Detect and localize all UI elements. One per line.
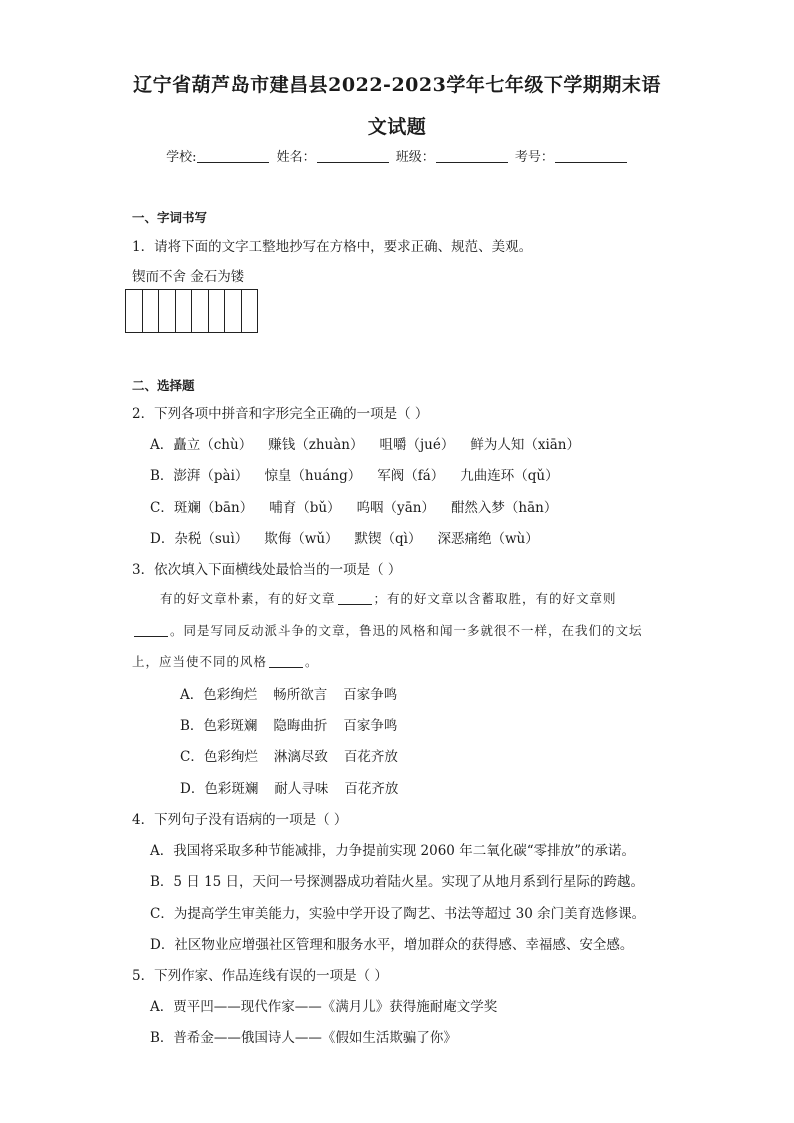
option-text: 畅所欲言 xyxy=(273,687,328,703)
option-text: 淋漓尽致 xyxy=(273,749,328,765)
class-label: 班级： xyxy=(395,150,435,165)
option-text: 呜咽（yān） xyxy=(356,500,435,516)
number-blank[interactable] xyxy=(555,149,627,163)
option-text: D．色彩斑斓 xyxy=(180,781,259,797)
grid-cell[interactable] xyxy=(225,290,242,332)
grid-cell[interactable] xyxy=(159,290,176,332)
q3-option-c[interactable] xyxy=(180,745,398,765)
option-text: A．色彩绚烂 xyxy=(180,687,258,703)
q4-option-c[interactable]: C．为提高学生审美能力，实验中学开设了陶艺、书法等超过 30 余门美育选修课。 xyxy=(150,906,646,922)
q3-passage-line1 xyxy=(160,589,617,607)
option-text: 酣然入梦（hān） xyxy=(450,500,558,516)
school-label: 学校: xyxy=(166,150,197,165)
section2-heading: 二、选择题 xyxy=(132,378,195,393)
q4-option-b[interactable]: B．5 日 15 日，天问一号探测器成功着陆火星。实现了从地月系到行星际的跨越。 xyxy=(150,874,645,890)
option-text: 耐人寻味 xyxy=(274,781,329,797)
option-text: 鲜为人知（xiān） xyxy=(470,437,581,453)
exam-title-line1: 辽宁省葫芦岛市建昌县2022-2023学年七年级下学期期末语 xyxy=(133,74,661,96)
passage-text: 有的好文章朴素，有的好文章 xyxy=(160,591,336,606)
option-text: 哺育（bǔ） xyxy=(269,500,341,516)
q2-option-c[interactable] xyxy=(150,496,557,516)
number-label: 考号： xyxy=(514,150,554,165)
student-info-row xyxy=(0,146,794,165)
grid-cell[interactable] xyxy=(143,290,160,332)
name-blank[interactable] xyxy=(317,149,389,163)
grid-cell[interactable] xyxy=(126,290,143,332)
exam-title-line2: 文试题 xyxy=(367,116,427,138)
q4-option-a[interactable]: A．我国将采取多种节能减排，力争提前实现 2060 年二氧化碳“零排放”的承诺。 xyxy=(150,843,635,859)
option-text: 惊皇（huáng） xyxy=(264,468,362,484)
class-blank[interactable] xyxy=(436,149,508,163)
copy-phrase: 锲而不舍 金石为镂 xyxy=(132,269,245,285)
option-text: 九曲连环（qǔ） xyxy=(460,468,559,484)
fill-blank-1[interactable] xyxy=(338,592,372,605)
option-text: 咀嚼（jué） xyxy=(379,437,455,453)
option-text: 隐晦曲折 xyxy=(273,718,328,734)
option-text: 赚钱（zhuàn） xyxy=(268,437,364,453)
q2-option-b[interactable] xyxy=(150,464,559,484)
q4-option-d[interactable]: D．社区物业应增强社区管理和服务水平，增加群众的获得感、幸福感、安全感。 xyxy=(150,937,634,953)
question-2-stem: 2．下列各项中拼音和字形完全正确的一项是（ ） xyxy=(132,406,429,422)
school-blank[interactable] xyxy=(197,149,269,163)
passage-text: 上，应当使不同的风格 xyxy=(132,654,268,669)
option-text: B．色彩斑斓 xyxy=(180,718,258,734)
q5-option-b[interactable]: B．普希金——俄国诗人——《假如生活欺骗了你》 xyxy=(150,1030,457,1046)
section1-heading: 一、字词书写 xyxy=(132,210,208,225)
option-text: 军阀（fá） xyxy=(377,468,445,484)
passage-text: 。同是写同反动派斗争的文章，鲁迅的风格和闻一多就很不一样，在我们的文坛 xyxy=(170,623,643,638)
q5-option-a[interactable]: A．贾平凹——现代作家——《满月儿》获得施耐庵文学奖 xyxy=(150,999,498,1015)
name-label: 姓名： xyxy=(276,150,316,165)
question-3-stem: 3．依次填入下面横线处最恰当的一项是（ ） xyxy=(132,562,402,578)
option-text: A．矗立（chù） xyxy=(150,437,253,453)
writing-grid[interactable] xyxy=(125,289,258,333)
q2-option-a[interactable] xyxy=(150,433,580,453)
grid-cell[interactable] xyxy=(192,290,209,332)
fill-blank-3[interactable] xyxy=(269,655,303,668)
option-text: C．色彩绚烂 xyxy=(180,749,258,765)
q3-passage-line3 xyxy=(132,652,319,670)
q3-passage-line2 xyxy=(132,621,643,639)
grid-cell[interactable] xyxy=(242,290,258,332)
option-text: 百家争鸣 xyxy=(343,687,398,703)
option-text: C．斑斓（bān） xyxy=(150,500,254,516)
option-text: 欺侮（wǔ） xyxy=(264,531,339,547)
q3-option-a[interactable] xyxy=(180,683,397,703)
passage-text: ；有的好文章以含蓄取胜，有的好文章则 xyxy=(373,591,617,606)
option-text: 默锲（qì） xyxy=(354,531,422,547)
option-text: B．澎湃（pài） xyxy=(150,468,249,484)
q3-option-d[interactable] xyxy=(180,777,398,797)
option-text: 深恶痛绝（wù） xyxy=(437,531,539,547)
option-text: 百家争鸣 xyxy=(343,718,398,734)
grid-cell[interactable] xyxy=(209,290,226,332)
passage-text: 。 xyxy=(305,654,319,669)
question-1-stem: 1．请将下面的文字工整地抄写在方格中，要求正确、规范、美观。 xyxy=(132,239,533,255)
q2-option-d[interactable] xyxy=(150,527,539,547)
grid-cell[interactable] xyxy=(176,290,193,332)
option-text: 百花齐放 xyxy=(344,781,399,797)
option-text: 百花齐放 xyxy=(343,749,398,765)
fill-blank-2[interactable] xyxy=(134,624,168,637)
question-4-stem: 4．下列句子没有语病的一项是（ ） xyxy=(132,812,348,828)
question-5-stem: 5．下列作家、作品连线有误的一项是（ ） xyxy=(132,968,388,984)
q3-option-b[interactable] xyxy=(180,714,397,734)
option-text: D．杂税（suì） xyxy=(150,531,249,547)
